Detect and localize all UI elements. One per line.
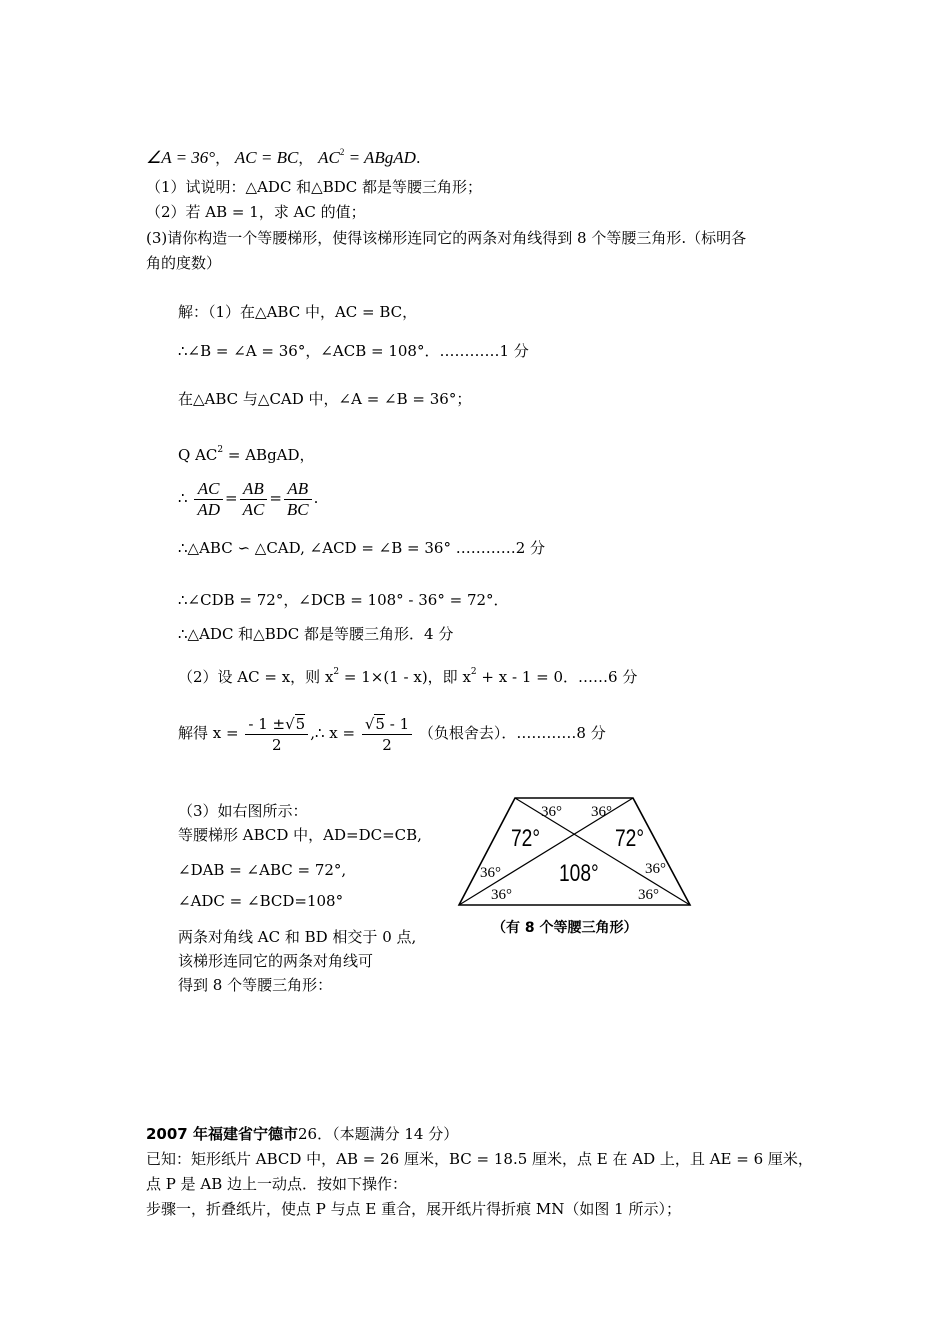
angle-top-right: 36°: [591, 804, 612, 820]
angle-right-72: 72°: [615, 823, 645, 852]
solution-line-9: （2）设 AC = x，则 $x^2 = 1\times(1 - x)$，即 $x^2 + x - 1 = 0$．……6 分: [178, 667, 638, 686]
next-problem-line-1: 已知：矩形纸片 ABCD 中，AB = 26 厘米，BC = 18.5 厘米，点 E 在 AD 上，且 AE = 6 厘米，: [146, 1150, 813, 1168]
angle-bottom-right-1: 36°: [645, 861, 666, 877]
solution-line-10: 解得 x = $\frac{- 1 \pm√5}{2}$ ,∴ x = $\frac{√5 - 1}{2}$ （负根舍去）．…………8 分: [178, 714, 606, 754]
next-problem-line-3: 步骤一，折叠纸片，使点 P 与点 E 重合，展开纸片得折痕 MN（如图 1 所示）；: [146, 1200, 681, 1218]
angle-left-72: 72°: [511, 823, 541, 852]
solution-line-11: （3）如右图所示：: [178, 802, 308, 820]
problem-source: 2007 年福建省宁德市: [146, 1125, 298, 1143]
given-angle-a: ∠A = 36°: [146, 148, 216, 167]
solution-line-3: 在△ABC 与△CAD 中，∠A = ∠B = 36°；: [178, 390, 472, 408]
solution-line-14: ∠ADC = ∠BCD=108°: [178, 892, 344, 910]
solution-line-1: 解：（1）在△ABC 中，AC = BC，: [178, 303, 418, 321]
solution-line-5-proportion: ∴ $\frac{AC}{AD}$ = $\frac{AB}{AC}$ = $\frac{AB}{BC}$ .: [178, 478, 319, 519]
angle-center-108: 108°: [559, 858, 599, 887]
fraction-ac-ad: $\frac{AC}{AD}$: [194, 479, 223, 520]
solution-line-16: 该梯形连同它的两条对角线可: [178, 952, 374, 970]
angle-bottom-right-2: 36°: [638, 887, 659, 903]
next-problem-heading: [146, 1124, 458, 1144]
given-ac-squared: $AC^2$ = ABgAD: [318, 147, 416, 167]
question-3-line-2: 角的度数）: [146, 254, 222, 272]
solution-line-8: ∴△ADC 和△BDC 都是等腰三角形．4 分: [178, 625, 454, 643]
fraction-ab-ac: $\frac{AB}{AC}$: [240, 479, 268, 520]
question-1: （1）试说明：△ADC 和△BDC 都是等腰三角形；: [146, 178, 483, 196]
solution-line-12: 等腰梯形 ABCD 中，AD=DC=CB,: [178, 826, 422, 844]
figure-caption: （有 8 个等腰三角形）: [492, 920, 638, 936]
question-3-line-1: (3)请你构造一个等腰梯形，使得该梯形连同它的两条对角线得到 8 个等腰三角形.（标明各: [146, 229, 747, 247]
fraction-root-positive: $\frac{√5 - 1}{2}$: [362, 714, 412, 755]
solution-line-13: ∠DAB = ∠ABC = 72°,: [178, 861, 347, 879]
solution-line-7: ∴∠CDB = 72°，∠DCB = 108° - 36° = 72°．: [178, 591, 509, 609]
solution-line-2: ∴∠B = ∠A = 36°，∠ACB = 108°．…………1 分: [178, 342, 529, 360]
next-problem-line-2: 点 P 是 AB 边上一动点．按如下操作：: [146, 1175, 408, 1193]
given-conditions: ∠A = 36°， AC = BC， $AC^2$ = ABgAD.: [146, 147, 421, 167]
solution-line-15: 两条对角线 AC 和 BD 相交于 0 点,: [178, 928, 417, 946]
angle-bottom-left-2: 36°: [491, 887, 512, 903]
angle-bottom-left-1: 36°: [480, 865, 501, 881]
fraction-ab-bc: $\frac{AB}{BC}$: [284, 479, 312, 520]
solution-line-17: 得到 8 个等腰三角形：: [178, 976, 333, 994]
solution-line-4: Q $AC^2$ = ABgAD，: [178, 445, 315, 464]
solution-line-6: ∴△ABC ∽ △CAD, ∠ACD = ∠B = 36° …………2 分: [178, 539, 546, 557]
problem-number: 26．（本题满分 14 分）: [297, 1125, 459, 1143]
angle-top-left: 36°: [541, 804, 562, 820]
fraction-root-both: $\frac{- 1 \pm√5}{2}$: [245, 714, 308, 755]
question-2: （2）若 AB = 1，求 AC 的值；: [146, 203, 366, 221]
given-ac-bc: AC = BC: [234, 148, 299, 167]
